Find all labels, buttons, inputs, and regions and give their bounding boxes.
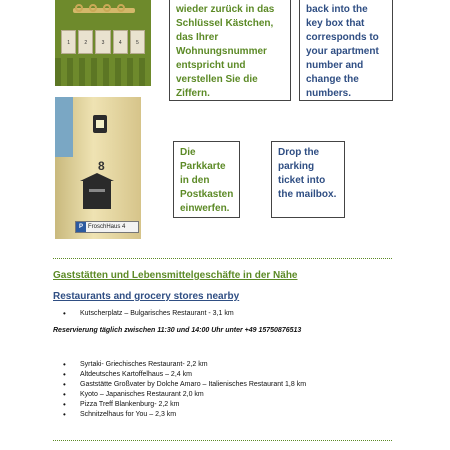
restaurant-list <box>63 360 306 420</box>
key-icon <box>117 4 125 12</box>
key-box-number: 5 <box>136 40 139 47</box>
mailbox-icon <box>83 181 111 209</box>
restaurant-list <box>63 309 234 319</box>
lamp-icon <box>93 115 107 133</box>
list-item: • Altdeutsches Kartoffelhaus – 2,4 km <box>63 370 306 380</box>
key-boxes <box>61 30 145 54</box>
key-icon <box>89 4 97 12</box>
key-box <box>130 30 145 54</box>
key-box-number: 3 <box>101 40 105 47</box>
parking-sign-text: FroschHaus 4 <box>88 224 126 230</box>
reservation-note: Reservierung täglich zwischen 11:30 und 14:00 Uhr unter +49 15750876513 <box>53 327 302 334</box>
key-box-number: 1 <box>67 40 70 47</box>
house-number: 8 <box>98 159 105 173</box>
key-box-number: 2 <box>84 40 88 47</box>
key-box <box>78 30 93 54</box>
divider <box>53 258 392 259</box>
key-icon <box>103 4 111 12</box>
list-item: • Schnitzelhaus for You – 2,3 km <box>63 410 306 420</box>
sky-strip <box>55 97 73 157</box>
key-box-photo <box>55 0 151 86</box>
list-item: • Pizza Treff Blankenburg- 2,2 km <box>63 400 306 410</box>
parking-sign <box>75 221 139 233</box>
section-heading-german: Gaststätten und Lebensmittelgeschäfte in der Nähe <box>53 270 298 281</box>
list-item: • Kyoto – Japanisches Restaurant 2,0 km <box>63 390 306 400</box>
wood-panel <box>55 58 151 86</box>
key-box <box>61 30 76 54</box>
key-box <box>113 30 128 54</box>
divider <box>53 440 392 441</box>
parking-note-german: Die Parkkarte in den Postkasten einwerfen. <box>173 141 240 218</box>
list-item: • Syrtaki- Griechisches Restaurant- 2,2 km <box>63 360 306 370</box>
instruction-note-english: back into the key box that corresponds to your apartment number and change the numbers. <box>299 0 393 101</box>
parking-icon: P <box>76 222 86 232</box>
list-item: • Gaststätte Großvater by Dolche Amaro – Italienisches Restaurant 1,8 km <box>63 380 306 390</box>
key-box-number: 4 <box>118 40 122 47</box>
key-box <box>95 30 110 54</box>
mailbox-photo <box>55 97 141 239</box>
key-icon <box>75 4 83 12</box>
parking-note-english: Drop the parking ticket into the mailbox. <box>271 141 345 218</box>
instruction-note-german: wieder zurück in das Schlüssel Kästchen, das Ihrer Wohnungsnummer entspricht und verstellen Sie die Ziffern. <box>169 0 291 101</box>
list-item: • Kutscherplatz – Bulgarisches Restaurant - 3,1 km <box>63 309 234 319</box>
section-heading-english: Restaurants and grocery stores nearby <box>53 291 240 302</box>
